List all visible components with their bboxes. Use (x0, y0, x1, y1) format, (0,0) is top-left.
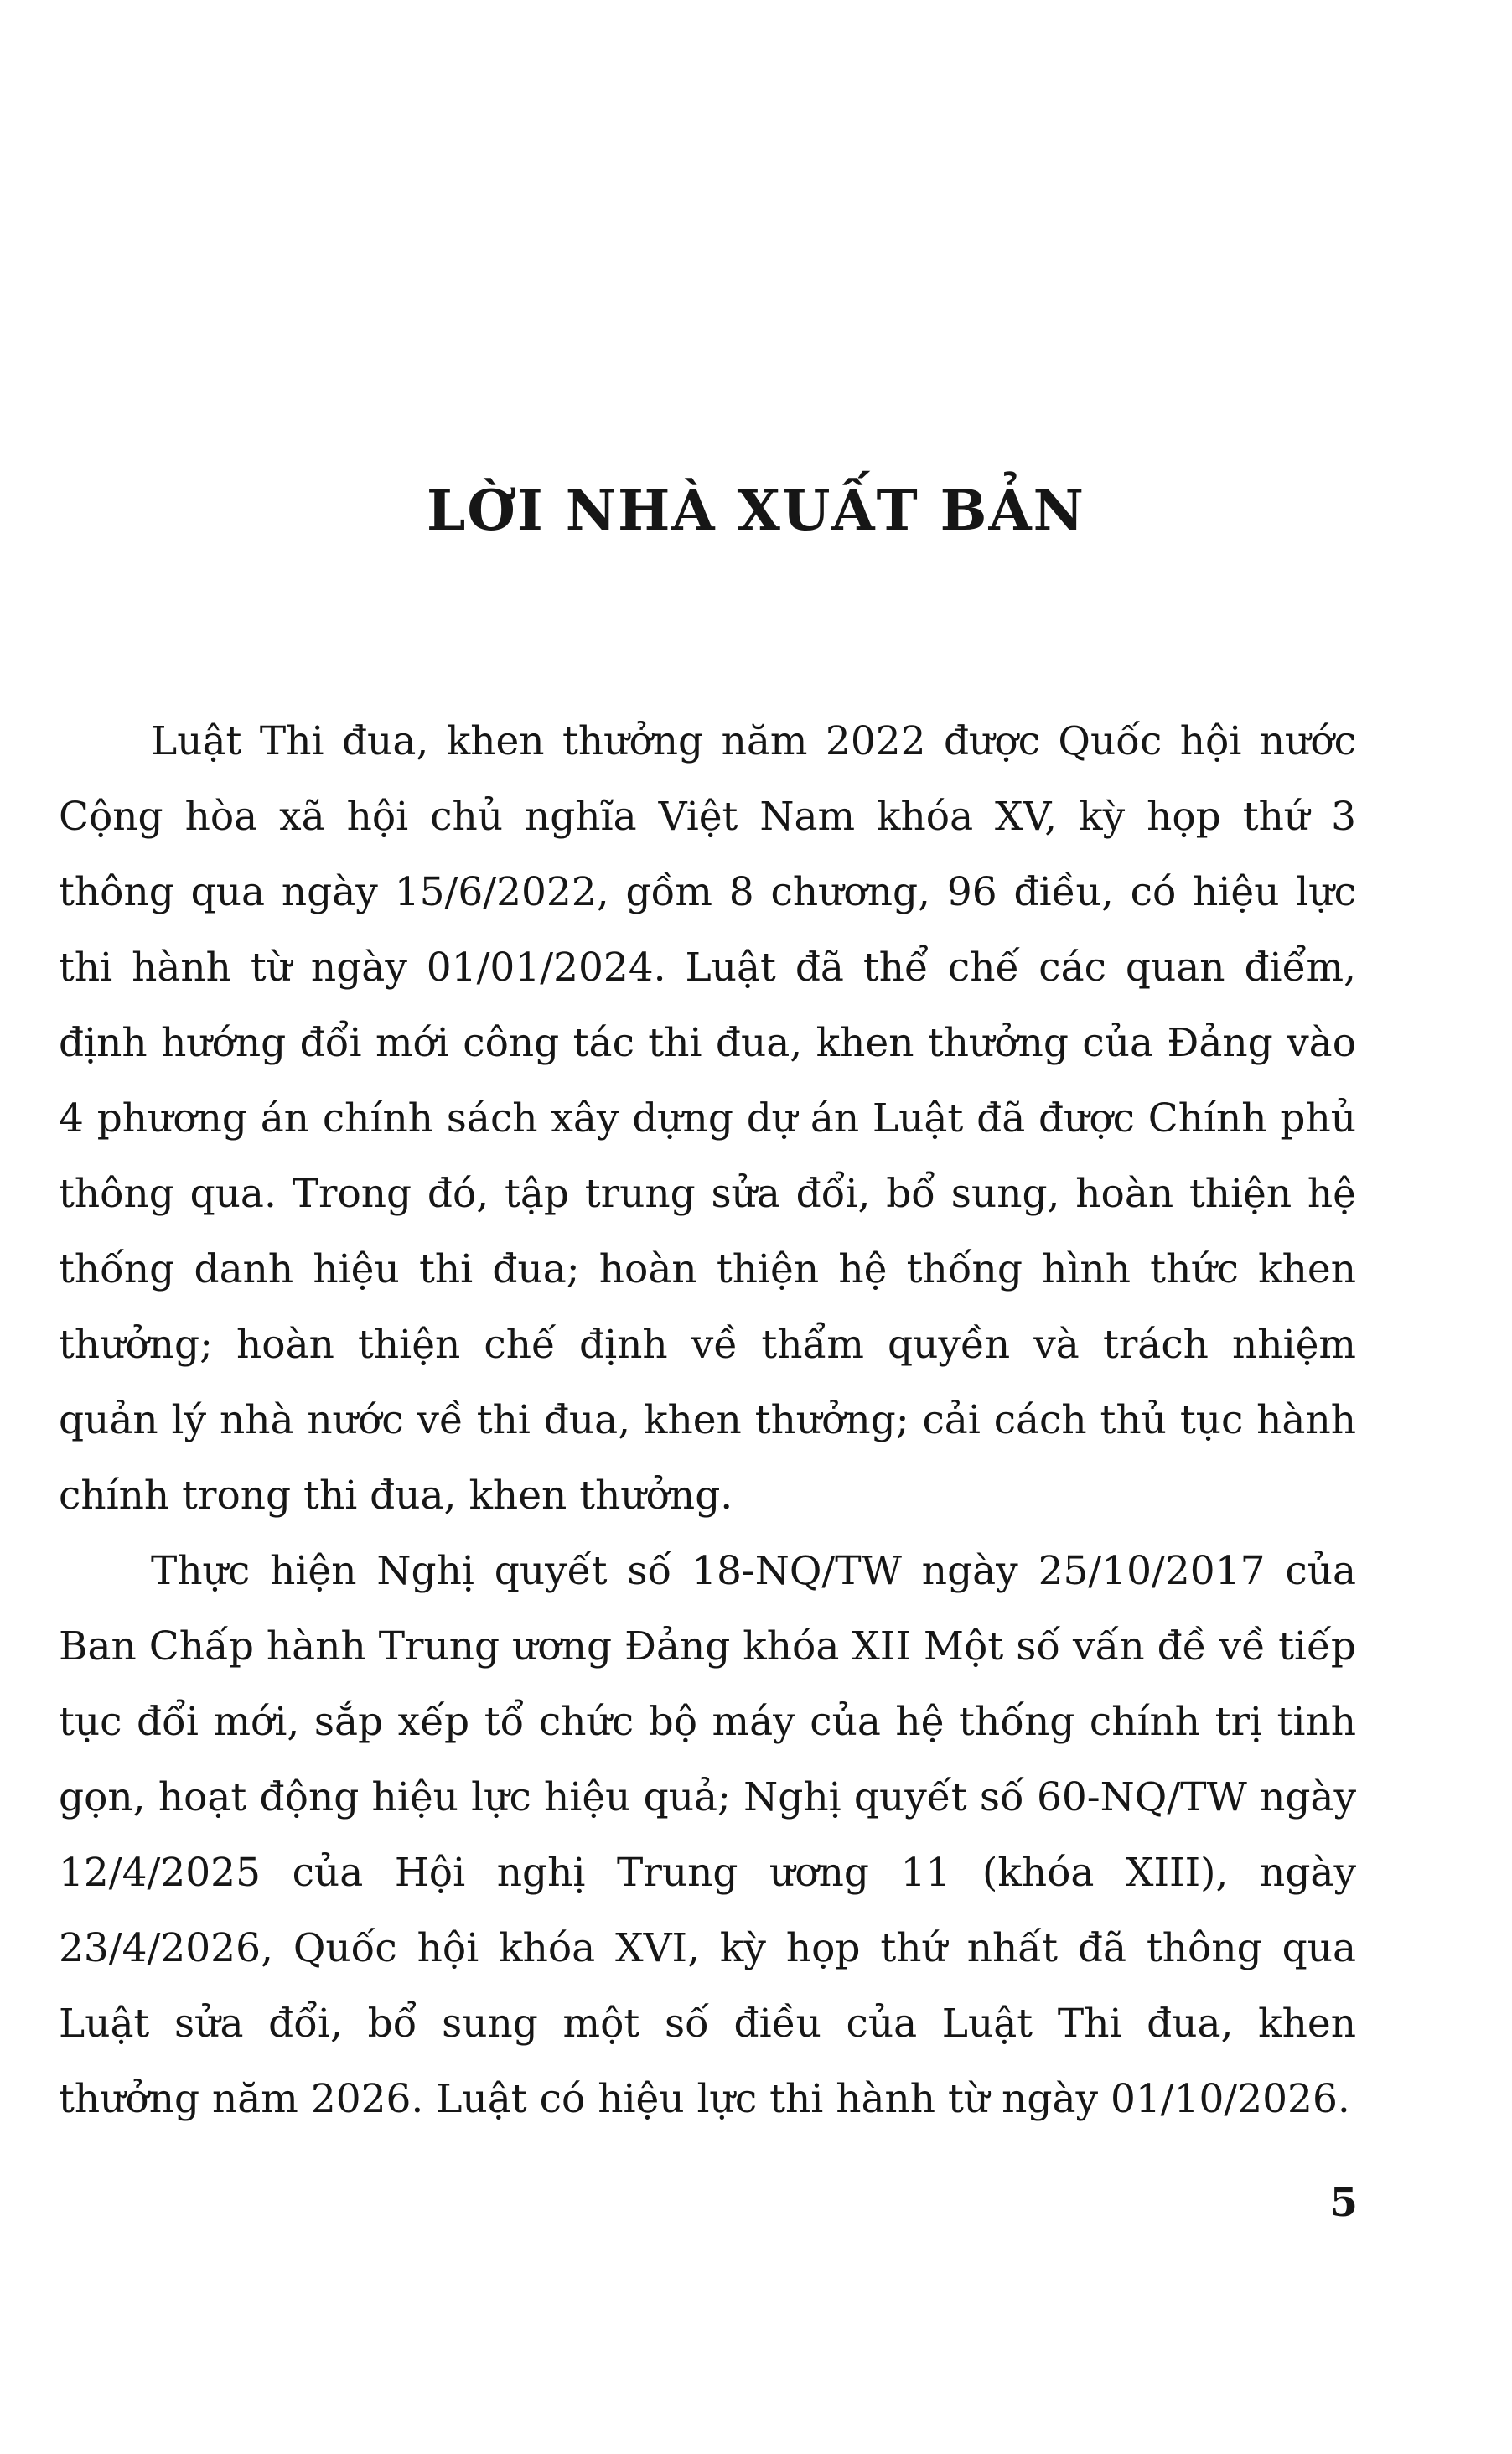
page-heading: LỜI NHÀ XUẤT BẢN (426, 478, 1085, 543)
paragraph-1: Luật Thi đua, khen thưởng năm 2022 được Quốc hội nước Cộng hòa xã hội chủ nghĩa Việt Nam khóa XV, kỳ họp thứ 3 thông qua ngày 15/6/2022, gồm 8 chương, 96 điều, có hiệu lực thi hành từ ngày 01/01/2024. Luật đã thể chế các quan điểm, định hướng đổi mới công tác thi đua, khen thưởng của Đảng vào 4 phương án chính sách xây dựng dự án Luật đã được Chính phủ thông qua. Trong đó, tập trung sửa đổi, bổ sung, hoàn thiện hệ thống danh hiệu thi đua; hoàn thiện hệ thống hình thức khen thưởng; hoàn thiện chế định về thẩm quyền và trách nhiệm quản lý nhà nước về thi đua, khen thưởng; cải cách thủ tục hành chính trong thi đua, khen thưởng. (59, 718, 1356, 1519)
page-number: 5 (1329, 2179, 1358, 2226)
body-text (59, 704, 1356, 2137)
paragraph-2: Thực hiện Nghị quyết số 18-NQ/TW ngày 25/10/2017 của Ban Chấp hành Trung ương Đảng khóa XII Một số vấn đề về tiếp tục đổi mới, sắp xếp tổ chức bộ máy của hệ thống chính trị tinh gọn, hoạt động hiệu lực hiệu quả; Nghị quyết số 60-NQ/TW ngày 12/4/2025 của Hội nghị Trung ương 11 (khóa XIII), ngày 23/4/2026, Quốc hội khóa XVI, kỳ họp thứ nhất đã thông qua Luật sửa đổi, bổ sung một số điều của Luật Thi đua, khen thưởng năm 2026. Luật có hiệu lực thi hành từ ngày 01/10/2026. (59, 1548, 1356, 2122)
